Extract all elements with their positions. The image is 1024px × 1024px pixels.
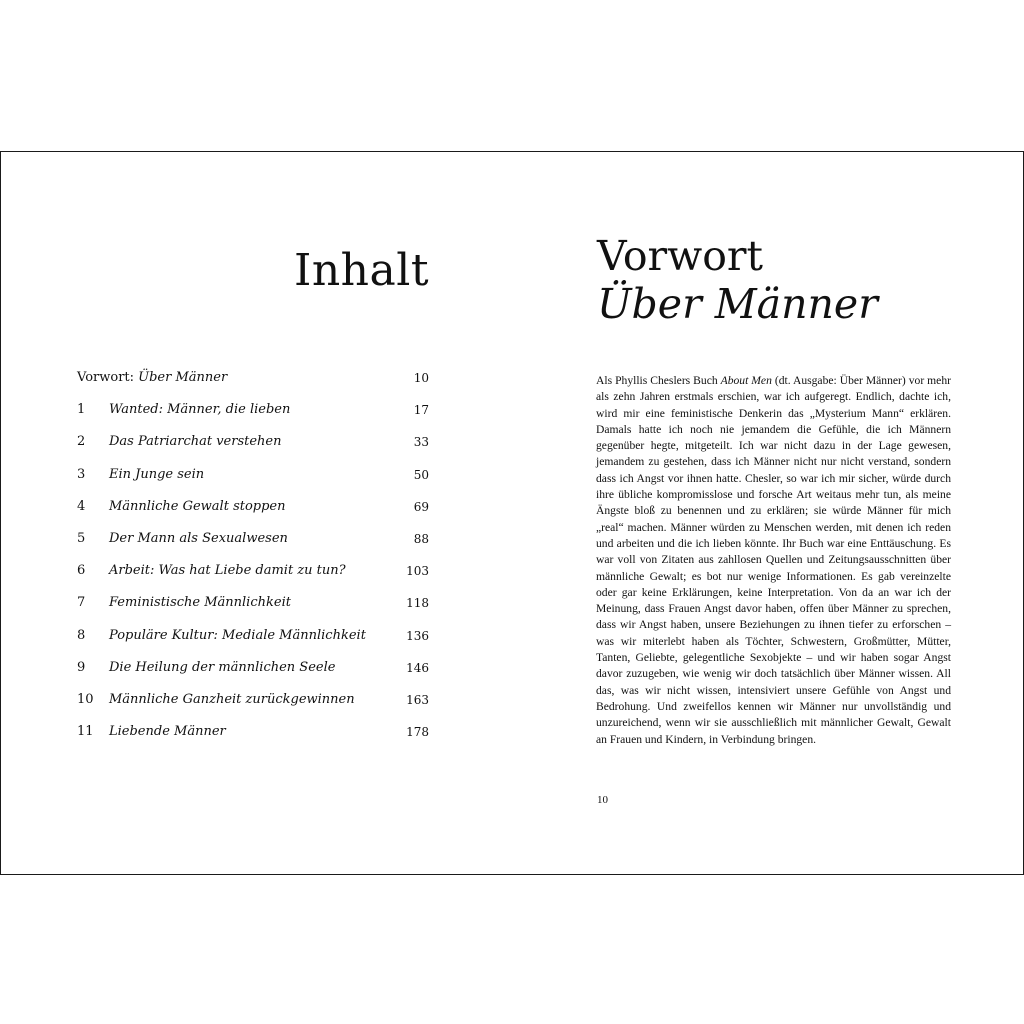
toc-entry [77, 691, 429, 723]
toc-entry-label: Arbeit: Was hat Liebe damit zu tun? [109, 563, 346, 579]
toc-entry-page: 146 [406, 660, 429, 675]
toc-entry-page: 163 [406, 692, 429, 707]
toc-entry-page: 17 [413, 403, 429, 418]
toc-title: Inhalt [293, 245, 429, 296]
foreword-body-text [596, 373, 951, 748]
toc-entry-label: Ein Junge sein [109, 466, 205, 482]
toc-foreword-title: Über Männer [138, 370, 228, 385]
toc-entry-page: 10 [413, 371, 429, 385]
page-number: 10 [597, 794, 608, 806]
body-text-start: Als Phyllis Cheslers Buch [596, 374, 721, 387]
toc-entry [77, 723, 429, 755]
toc-entry-label: Männliche Gewalt stoppen [109, 498, 286, 514]
toc-entry-label: Das Patriarchat verstehen [109, 434, 282, 450]
foreword-heading-line2: Über Männer [597, 280, 878, 328]
book-title-italic: About Men [720, 374, 772, 387]
toc-entry-foreword [77, 369, 429, 401]
foreword-heading-line1: Vorwort [597, 232, 763, 280]
toc-entry-page: 33 [413, 435, 429, 450]
body-text-rest: (dt. Ausgabe: Über Männer) vor mehr als zehn Jahren erstmals erschien, war ich aufgeregt. Endlich, dachte ich, wird mir eine feministische Denkerin das „Mysterium Mann“ erklären. Damals hatte ich noch nie jemandem die Gefühle, die ich Männern gegenüber hegte, mitgeteilt. Ich war nicht dazu in der Lage gewesen, jemandem zu gestehen, dass ich Männer nicht nur nicht verstand, sondern dass ich Angst vor ihnen hatte. Chesler, so war ich mir sicher, würde durch ihre übliche kompromisslose und forsche Art weitaus mehr tun, als meine Ängste bloß zu benennen und zu erklären; sie würde Männer für mich „real“ machen. Männer würden zu Menschen werden, mit denen ich reden und arbeiten und die ich lieben könnte. Ihr Buch war eine Enttäuschung. Es war voll von Zitaten aus zahllosen Quellen und Zeitungsausschnitten über männliche Gewalt; es bot nur wenige Informationen. Es gab vereinzelte oder gar keine Erklärungen, keine Interpretation. Von da an war ich der Meinung, dass Frauen Angst davor haben, offen über Männer zu sprechen, dass wir Angst haben, unsere Beziehungen zu ihnen tiefer zu erforschen – was wir miterlebt haben als Töchter, Schwestern, Großmütter, Mütter, Tanten, Geliebte, gelegentliche Sexobjekte – und wir haben sogar Angst davor zuzugeben, wie wenig wir doch tatsächlich über Männer wissen. All das, was wir nicht wissen, intensiviert unsere Gefühle von Angst und Bedrohung. Und zweifellos kennen wir Männer nur unvollständig und unzureichend, wenn wir sie ausschließlich mit männlicher Gewalt, Gewalt an Frauen und Kindern, in Verbindung bringen. [596, 374, 951, 746]
toc-entry-number: 9 [77, 659, 86, 675]
toc-entry-number: 10 [77, 691, 94, 707]
toc-entry-page: 118 [406, 596, 429, 611]
toc-entry-label: Der Mann als Sexualwesen [109, 530, 288, 546]
toc-entry-page: 88 [413, 531, 429, 546]
toc-entry-label: Populäre Kultur: Mediale Männlichkeit [109, 627, 366, 643]
foreword-heading [597, 232, 878, 328]
toc-entry-number: 8 [77, 627, 86, 643]
toc-entry-number: 3 [77, 466, 86, 482]
toc-entry [77, 562, 429, 594]
toc-entry [77, 401, 429, 433]
toc-entry-number: 7 [77, 595, 86, 611]
toc-entry-number: 11 [77, 724, 94, 740]
toc-entry-number: 1 [77, 402, 86, 418]
toc-entry [77, 530, 429, 562]
toc-entry [77, 466, 429, 498]
book-spread [0, 151, 1024, 875]
toc-foreword-prefix: Vorwort: [77, 370, 139, 385]
toc-entry-page: 136 [406, 628, 429, 643]
toc-entry-label: Wanted: Männer, die lieben [109, 402, 291, 418]
toc-entry-page: 69 [413, 499, 429, 514]
toc-entry [77, 627, 429, 659]
toc-list [77, 369, 429, 755]
toc-entry [77, 433, 429, 465]
toc-entry [77, 659, 429, 691]
toc-entry-label: Männliche Ganzheit zurückgewinnen [109, 691, 355, 707]
toc-entry-label: Feministische Männlichkeit [109, 595, 291, 611]
toc-entry-label [77, 369, 227, 387]
toc-entry-page: 103 [406, 564, 429, 579]
toc-entry-number: 5 [77, 530, 86, 546]
toc-entry-label: Liebende Männer [109, 724, 226, 740]
toc-entry [77, 498, 429, 530]
toc-entry-number: 6 [77, 563, 86, 579]
toc-entry-page: 50 [413, 467, 429, 482]
toc-entry-number: 4 [77, 498, 86, 514]
toc-entry-label: Die Heilung der männlichen Seele [109, 659, 336, 675]
toc-entry-page: 178 [406, 725, 429, 740]
toc-entry-number: 2 [77, 434, 86, 450]
toc-entry [77, 594, 429, 626]
